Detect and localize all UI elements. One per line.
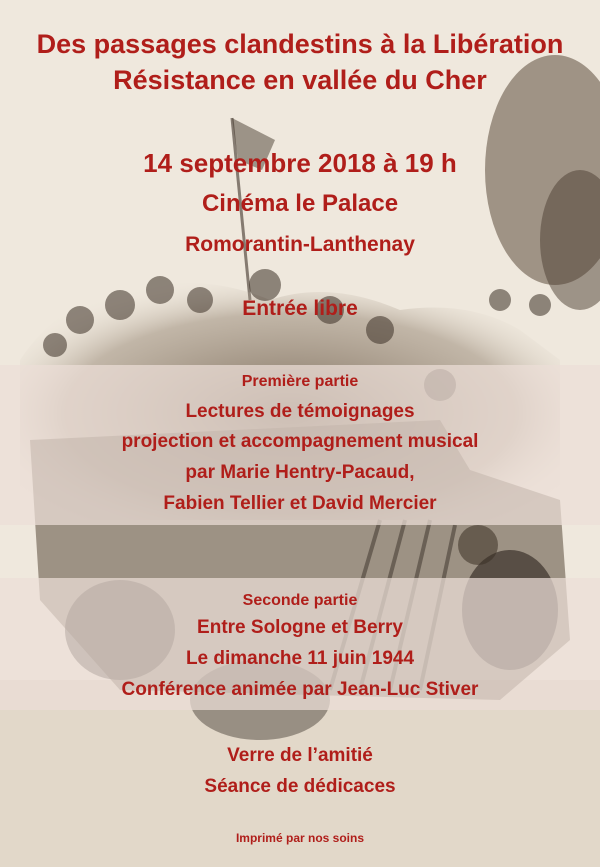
second-part-line: Conférence animée par Jean-Luc Stiver: [121, 679, 479, 700]
title-line-1: Des passages clandestins à la Libération: [36, 29, 564, 59]
first-part-label: Première partie: [241, 373, 359, 390]
closing-line: Séance de dédicaces: [204, 776, 396, 797]
first-part-line: par Marie Hentry-Pacaud,: [185, 462, 415, 483]
first-part-line: Fabien Tellier et David Mercier: [163, 493, 437, 514]
second-part-label: Seconde partie: [242, 592, 358, 609]
entry-info: Entrée libre: [242, 297, 358, 320]
second-part-line: Le dimanche 11 juin 1944: [185, 648, 415, 669]
second-part-line: Entre Sologne et Berry: [197, 617, 403, 638]
closing-line: Verre de l’amitié: [227, 745, 373, 766]
title-line-2: Résistance en vallée du Cher: [113, 65, 487, 95]
event-venue: Cinéma le Palace: [201, 190, 399, 217]
event-date: 14 septembre 2018 à 19 h: [143, 148, 457, 178]
first-part-line: projection et accompagnement musical: [121, 431, 479, 452]
printed-note: Imprimé par nos soins: [235, 831, 365, 845]
first-part-line: Lectures de témoignages: [185, 401, 415, 422]
event-city: Romorantin-Lanthenay: [185, 233, 415, 256]
